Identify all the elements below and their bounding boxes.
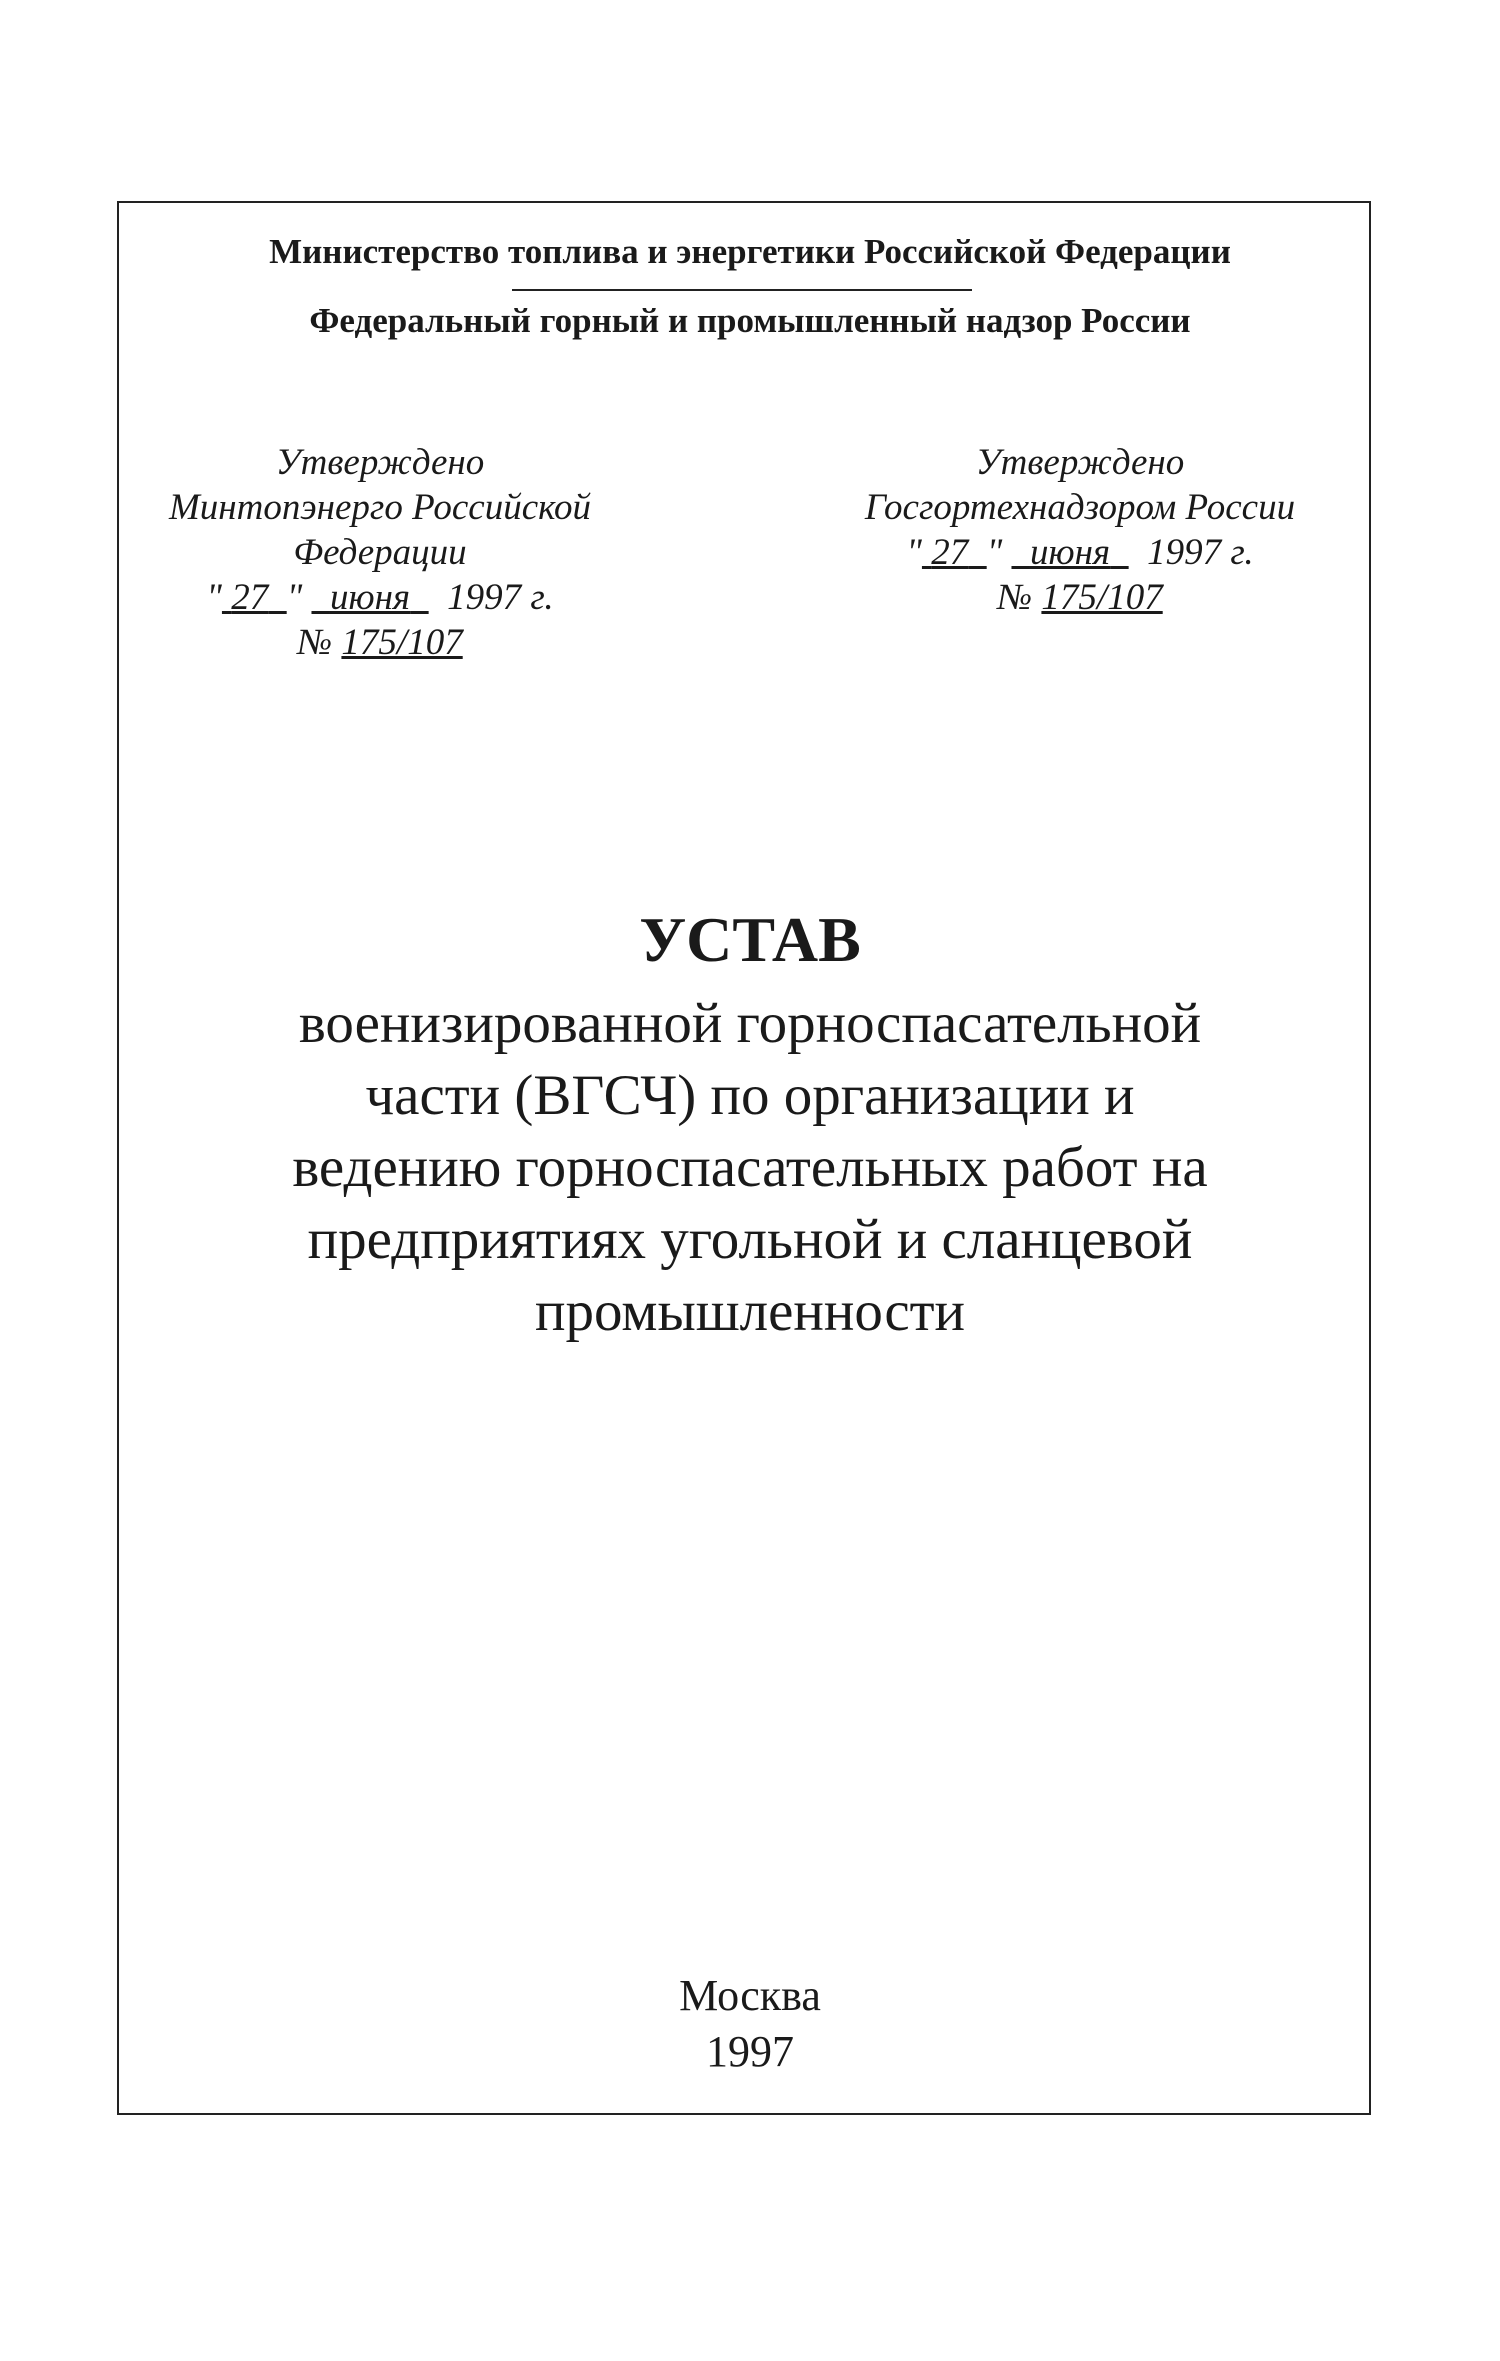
approval-year: 1997 г.: [447, 577, 554, 618]
document-subtitle: [0, 988, 1500, 1348]
document-title: УСТАВ: [639, 904, 861, 975]
subtitle-line: предприятиях угольной и сланцевой: [307, 1208, 1193, 1271]
approval-authority: Госгортехнадзором России: [864, 487, 1296, 528]
subtitle-line: промышленности: [534, 1280, 966, 1343]
subtitle-line: ведению горноспасательных работ на: [292, 1136, 1208, 1199]
approval-number: № 175/107: [297, 622, 463, 663]
imprint-year: 1997: [706, 2027, 794, 2076]
imprint: [0, 1968, 1500, 2080]
ministry-name: Министерство топлива и энергетики Российской Федерации: [269, 232, 1231, 271]
subtitle-line: части (ВГСЧ) по организации и: [365, 1064, 1135, 1127]
approval-word: Утверждено: [275, 442, 485, 483]
approval-authority-cont: Федерации: [293, 532, 467, 573]
approval-word: Утверждено: [975, 442, 1185, 483]
approval-block-left: [140, 440, 620, 665]
approval-day: 27: [231, 577, 269, 618]
approval-month: июня: [329, 577, 411, 618]
subtitle-line: военизированной горноспасательной: [298, 992, 1202, 1055]
imprint-city: Москва: [679, 1971, 821, 2020]
agency-name: Федеральный горный и промышленный надзор России: [309, 301, 1191, 340]
approval-date: " 27 " июня 1997 г.: [906, 532, 1254, 573]
approval-authority: Минтопэнерго Российской: [168, 487, 592, 528]
approval-number: № 175/107: [997, 577, 1163, 618]
header-divider: [512, 289, 972, 291]
approval-date: " 27 " июня 1997 г.: [206, 577, 554, 618]
approval-year: 1997 г.: [1147, 532, 1254, 573]
approval-month: июня: [1029, 532, 1111, 573]
approval-block-right: [835, 440, 1325, 620]
approval-day: 27: [931, 532, 969, 573]
